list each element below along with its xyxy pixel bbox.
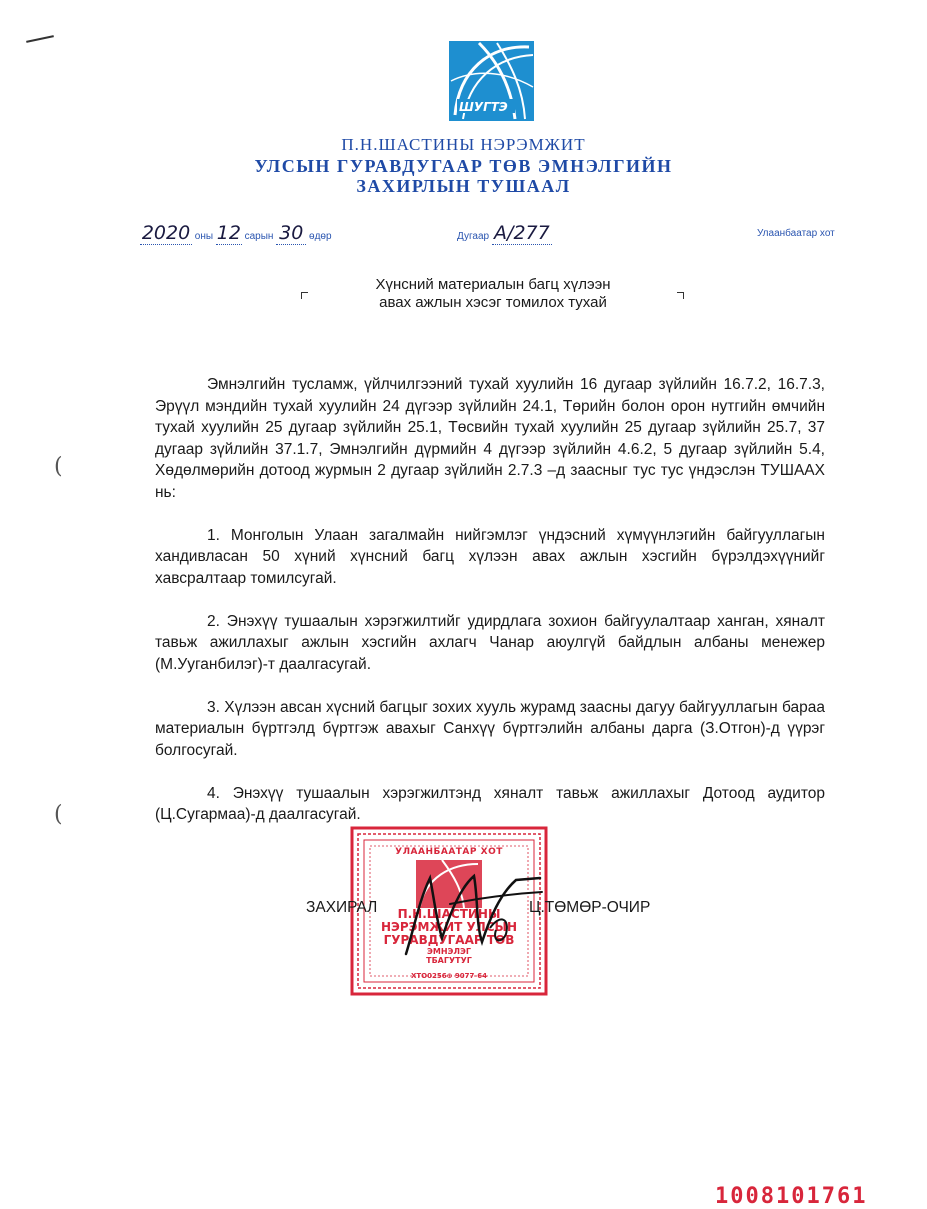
logo-text: ШУГТЭ: [459, 100, 508, 114]
stamp-code: ХТО0256⊕ 9077-64: [410, 972, 488, 980]
staple-mark: [26, 35, 54, 43]
hospital-logo-icon: [449, 41, 534, 121]
order-date: [140, 222, 332, 246]
date-year-suffix: оны: [194, 231, 214, 242]
date-month-suffix: сарын: [244, 231, 274, 242]
punch-hole-mark: (: [54, 454, 63, 479]
preamble-paragraph: Эмнэлгийн тусламж, үйлчилгээний тухай хуулийн 16 дугаар зүйлийн 16.7.2, 16.7.3, Эрүүл мэндийн тухай хуулийн 24 дүгээр зүйлийн 24.1, Төрийн болон орон нутгийн өмчийн тухай хуулийн 25 дугаар зүйлийн 25.1, Төсвийн тухай хуулийн 25 дугаар зүйлийн 25.7, 37 дугаар зүйлийн 37.1.7, Эмнэлгийн дүрмийн 4 дүгээр зүйлийн 4.6.2, 5 дугаар зүйлийн 5.4, Хөдөлмөрийн дотоод журмын 2 дугаар зүйлийн 2.7.3 –д заасныг тус тус үндэслэн ТУШААХ нь:: [155, 376, 825, 501]
date-day: 30: [276, 222, 306, 245]
date-day-suffix: өдөр: [309, 231, 332, 242]
order-subject: [300, 276, 686, 312]
order-item-2: 2. Энэхүү тушаалын хэрэгжилтийг удирдлага зохион байгуулалтаар ханган, хяналт тавьж ажиллахыг ажлын хэсгийн ахлагч Чанар аюулгүй байдлын албаны менежер (М.Ууганбилэг)-т даалгасугай.: [155, 612, 825, 673]
order-number-value: А/277: [492, 222, 552, 245]
header-line-2: УЛСЫН ГУРАВДУГААР ТӨВ ЭМНЭЛГИЙН: [254, 156, 673, 176]
order-item-3: 3. Хүлээн авсан хүсний багцыг зохих хууль журамд заасны дагуу байгууллагын бараа материалын бүртгэлд бүртгэж авахыг Санхүү бүртгэлийн албаны дарга (З.Отгон)-д үүрэг болгосугай.: [155, 698, 825, 759]
subject-line-2: авах ажлын хэсэг томилох тухай: [379, 294, 607, 311]
date-month: 12: [216, 222, 241, 244]
date-year: 2020: [141, 222, 191, 244]
stamp-top-text: УЛААНБААТАР ХОТ: [395, 847, 503, 857]
header-line-3: ЗАХИРЛЫН ТУШААЛ: [356, 176, 571, 196]
order-body: [155, 374, 825, 847]
order-number: [457, 222, 552, 246]
subject-line-1: Хүнсний материалын багц хүлээн: [375, 276, 611, 293]
signatory-title: ЗАХИРАЛ: [306, 899, 378, 916]
order-number-label: Дугаар: [457, 231, 490, 242]
order-item-1: 1. Монголын Улаан загалмайн нийгэмлэг үндэсний хүмүүнлэгийн байгууллагын хандивласан 50 хүний хүнсний багц хүлээн авах ажлын хэсгийн бүрэлдэхүүнийг хавсралтаар томилсугай.: [155, 526, 825, 587]
punch-hole-mark: (: [54, 802, 63, 827]
signatory-name: Ц.ТӨМӨР-ОЧИР: [529, 899, 651, 916]
stamp-center-text: П.Н.ШАСТИНЫ НЭРЭМЖИТ УЛСЫН ГУРАВДУГААР ТӨВ: [381, 907, 517, 947]
stamp-lower-text: ЭМНЭЛЭГ ТБАГУТУГ: [426, 947, 472, 965]
header-line-1: П.Н.ШАСТИНЫ НЭРЭМЖИТ: [341, 135, 586, 154]
handwritten-signature: [390, 858, 550, 968]
order-item-4: 4. Энэхүү тушаалын хэрэгжилтэнд хяналт тавьж ажиллахыг Дотоод аудитор (Ц.Сугармаа)-д даалгасугай.: [155, 784, 825, 823]
document-serial-number: 1008101761: [715, 1184, 868, 1209]
order-city: Улаанбаатар хот: [757, 228, 835, 239]
